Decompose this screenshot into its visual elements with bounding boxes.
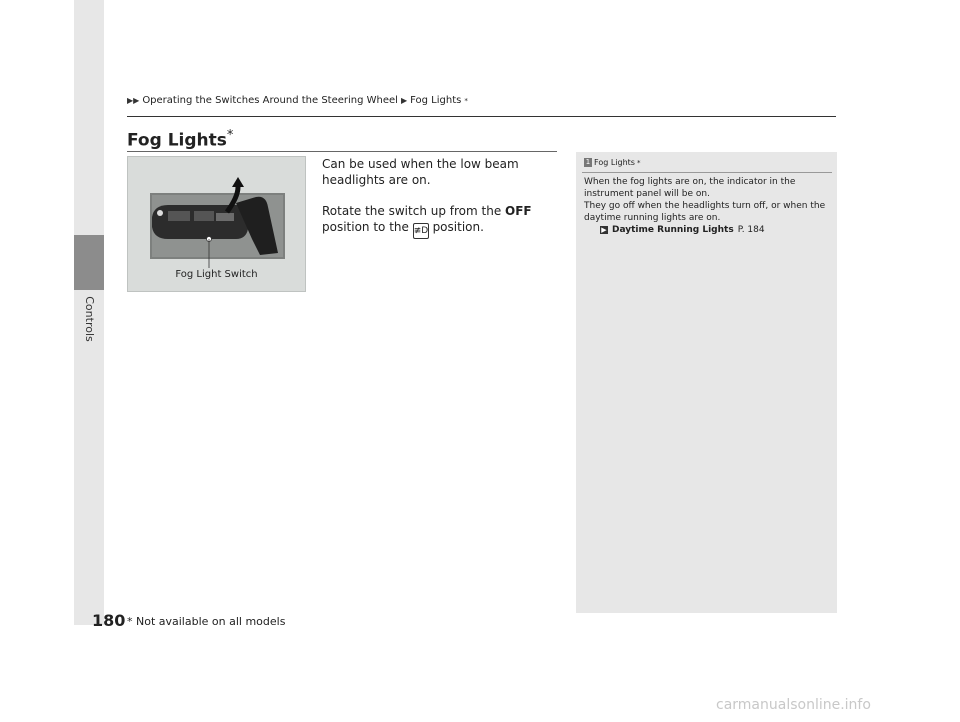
page-number: 180: [92, 611, 126, 630]
title-marker: *: [226, 128, 234, 143]
header-divider: [127, 116, 836, 117]
double-arrow-icon: ▶▶: [127, 96, 140, 105]
breadcrumb-marker: *: [464, 96, 468, 105]
breadcrumb-item[interactable]: Fog Lights: [410, 95, 462, 106]
footnote: * Not available on all models: [127, 615, 286, 628]
fog-light-switch-figure: [127, 156, 306, 292]
breadcrumb: [127, 95, 468, 106]
reference-page[interactable]: P. 184: [737, 225, 765, 235]
note-line: When the fog lights are on, the indicator in the instrument panel will be on.: [584, 177, 796, 199]
watermark: carmanualsonline.info: [716, 697, 871, 713]
body-text: [322, 156, 560, 254]
note-title-marker: *: [636, 158, 641, 167]
note-header: [584, 158, 640, 167]
fog-light-icon: ≢D: [413, 223, 429, 239]
section-label: Controls: [83, 296, 97, 342]
note-text: [584, 176, 830, 236]
body-paragraph: Can be used when the low beam headlights are on.: [322, 157, 519, 187]
title-divider: [127, 151, 557, 152]
note-line: They go off when the headlights turn off, or when the daytime running lights are on.: [584, 201, 826, 223]
note-number-icon: 1: [585, 158, 591, 166]
body-paragraph: Rotate the switch up from the OFF position to the ≢D position.: [322, 203, 560, 239]
note-title: Fog Lights: [594, 158, 635, 167]
reference-label[interactable]: Daytime Running Lights: [612, 225, 734, 235]
side-tab-marker: [74, 235, 104, 290]
arrow-icon: ▶: [400, 96, 408, 105]
cross-reference[interactable]: [600, 224, 830, 236]
side-note: [576, 152, 837, 613]
figure-caption: Fog Light Switch: [175, 269, 258, 280]
reference-arrow-icon: ▶: [601, 226, 607, 234]
page-title: Fog Lights*: [127, 128, 234, 151]
note-divider: [582, 172, 832, 173]
breadcrumb-item[interactable]: Operating the Switches Around the Steering Wheel: [142, 95, 398, 106]
off-label: OFF: [505, 204, 532, 218]
